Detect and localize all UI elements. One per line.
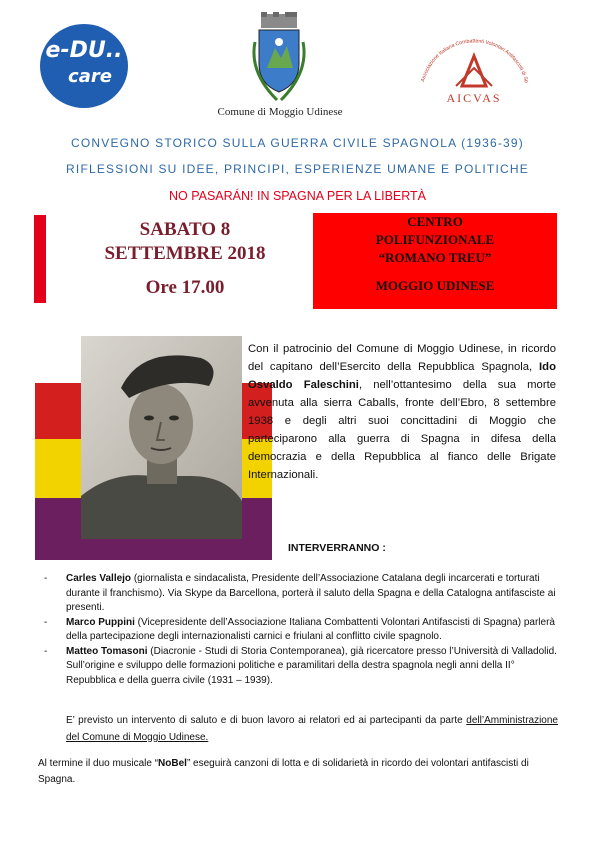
list-item [44, 616, 559, 645]
speaker-description: (Vicepresidente dell’Associazione Italiana Combattenti Volontari Antifascisti di Spagna) parlerà della partecipazione degli internazionalisti carnici e friulani al conflitto civile spagnolo. [66, 616, 555, 642]
edu-logo-line2: care [68, 66, 112, 87]
band-name: NoBel [158, 758, 187, 769]
event-time: Ore 17.00 [145, 277, 225, 298]
date-accent-bar [34, 215, 46, 303]
intro-text-1: Con il patrocinio del Comune di Moggio Udinese, in ricordo del capitano dell’Esercito della Repubblica Spagnola, [248, 343, 556, 373]
conference-title: CONVEGNO STORICO SULLA GUERRA CIVILE SPAGNOLA (1936-39) [70, 136, 525, 150]
final-paragraph [38, 756, 558, 788]
aicvas-arc-text: Associazione Italiana Combattenti Volontari Antifascisti di Sp [420, 38, 530, 84]
aicvas-name: AICVAS [446, 91, 502, 105]
venue-line3: “ROMANO TREU” [378, 250, 492, 265]
closing-text: E’ previsto un intervento di saluto e di buon lavoro ai relatori ed ai partecipanti da parte [66, 715, 467, 726]
venue-line1: CENTRO [407, 214, 463, 229]
speaker-name: Matteo Tomasoni [66, 645, 148, 657]
honoree-name: Ido Osvaldo Faleschini [248, 361, 556, 391]
edu-care-logo [40, 24, 128, 108]
final-text-1: Al termine il duo musicale “ [38, 758, 159, 769]
speakers-heading: INTERVERRANNO : [288, 542, 386, 554]
aicvas-logo [412, 20, 537, 110]
comune-caption: Comune di Moggio Udinese [217, 106, 343, 118]
municipal-crest-icon [247, 12, 311, 104]
speaker-description: (Diacronie - Studi di Storia Contemporanea), già ricercatore presso l’Università di Valladolid. Sull’origine e sviluppo delle formazioni politiche e paramilitari della destra spagnola negli anni della II° Repubblica e della guerra civile (1931 – 1939). [66, 645, 557, 686]
conference-subtitle: RIFLESSIONI SU IDEE, PRINCIPI, ESPERIENZE UMANE E POLITICHE [66, 162, 529, 176]
list-item [44, 645, 559, 689]
list-dash: - [44, 616, 48, 628]
speaker-name: Marco Puppini [66, 616, 135, 628]
event-day: SABATO 8 [139, 219, 231, 240]
conference-motto: NO PASARÁN! IN SPAGNA PER LA LIBERTÀ [168, 189, 427, 203]
intro-text-2: , nell’ottantesimo della sua morte avvenuta alla sierra Caballs, fronte dell’Ebro, 8 settembre 1938 e degli altri suoi concittadini di Moggio che parteciparono alla guerra di Spagna in difesa della democrazia e della Repubblica al fianco delle Brigate Internazionali. [248, 379, 556, 481]
edu-logo-line1: e-DU.. [45, 38, 123, 63]
list-dash: - [44, 645, 48, 657]
event-month-year: SETTEMBRE 2018 [104, 243, 266, 264]
speakers-list [44, 572, 559, 688]
closing-paragraph [66, 712, 558, 746]
list-item [44, 572, 559, 616]
speaker-description: (giornalista e sindacalista, Presidente dell’Associazione Catalana degli incarcerati e torturati durante il franchismo). Via Skype da Barcellona, porterà il saluto della Spagna e della Catalogna antifasciste ai presenti. [66, 573, 556, 613]
intro-paragraph [248, 340, 556, 484]
final-text-2: ” eseguirà canzoni di lotta e di solidarietà in ricordo dei volontari antifascisti di Spagna. [38, 758, 529, 785]
venue-line4: MOGGIO UDINESE [375, 278, 495, 293]
event-date [60, 218, 310, 300]
list-dash: - [44, 573, 48, 584]
portrait-photo [81, 336, 242, 539]
closing-underlined: dell’Amministrazione del Comune di Moggio Udinese. [66, 715, 558, 743]
venue-line2: POLIFUNZIONALE [375, 232, 495, 247]
svg-text:Associazione Italiana Combatte [412, 20, 529, 84]
speaker-name: Carles Vallejo [66, 573, 132, 584]
venue-box [313, 213, 557, 309]
